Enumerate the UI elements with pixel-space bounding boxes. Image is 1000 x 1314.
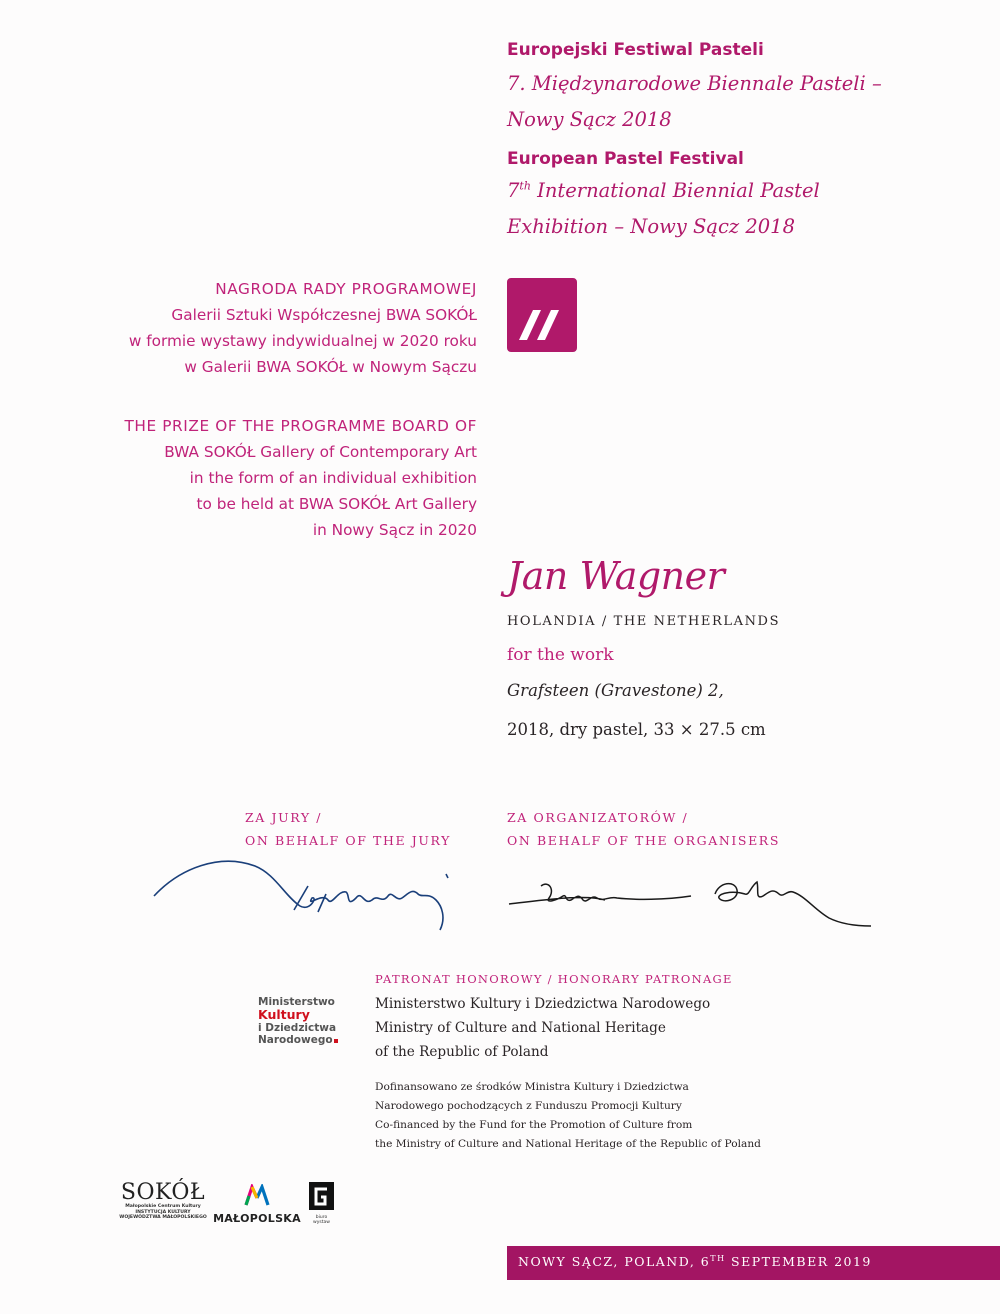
sokol-logo-name: SOKÓŁ <box>120 1180 206 1205</box>
festival-title-en: European Pastel Festival <box>507 149 744 169</box>
patronage-line: Ministerstwo Kultury i Dziedzictwa Narodowego <box>375 996 711 1012</box>
gallery-logo-caption: biuro wystaw <box>313 1215 330 1225</box>
double-slash-icon <box>507 278 577 352</box>
cofinancing-line: Narodowego pochodzących z Funduszu Promocji Kultury <box>375 1100 682 1112</box>
work-title: Grafsteen (Gravestone) 2, <box>507 681 724 700</box>
ministry-logo <box>258 996 338 1046</box>
jury-label-en: ON BEHALF OF THE JURY <box>245 833 451 848</box>
ministry-logo-line: Narodowego <box>258 1034 338 1046</box>
patronage-line: Ministry of Culture and National Heritage <box>375 1020 666 1036</box>
prize-description-en <box>7 413 477 543</box>
sokol-logo-subline: Małopolskie Centrum Kultury <box>125 1204 201 1209</box>
prize-en-line: THE PRIZE OF THE PROGRAMME BOARD OF <box>124 417 477 435</box>
ministry-logo-line: Kultury <box>258 1007 310 1022</box>
patronage-title: PATRONAT HONOROWY / HONORARY PATRONAGE <box>375 972 733 986</box>
for-work-label: for the work <box>507 645 614 665</box>
footer-date-place: NOWY SĄCZ, POLAND, 6TH SEPTEMBER 2019 <box>518 1254 872 1270</box>
patronage-lines <box>375 992 975 1064</box>
organisers-signature <box>505 860 875 940</box>
festival-title-pl: Europejski Festiwal Pasteli <box>507 40 764 60</box>
gallery-logo <box>309 1182 334 1225</box>
sokol-logo-subline: INSTYTUCJA KULTURY <box>135 1209 191 1215</box>
festival-subtitle-en-line1: 7th International Biennial Pastel <box>507 179 820 202</box>
patronage-line: of the Republic of Poland <box>375 1044 549 1060</box>
prize-en-line: in Nowy Sącz in 2020 <box>312 521 477 539</box>
cofinancing-line: Dofinansowano ze środków Ministra Kultury i Dziedzictwa <box>375 1081 689 1093</box>
malopolska-label: MAŁOPOLSKA <box>213 1212 301 1225</box>
laureate-name: Jan Wagner <box>507 554 725 598</box>
prize-pl-line: w formie wystawy indywidualnej w 2020 roku <box>128 332 477 350</box>
organisers-label-en: ON BEHALF OF THE ORGANISERS <box>507 833 780 848</box>
footer-bar <box>507 1246 1000 1280</box>
prize-en-line: in the form of an individual exhibition <box>189 469 477 487</box>
prize-en-line: BWA SOKÓŁ Gallery of Contemporary Art <box>164 443 477 461</box>
cofinancing-line: the Ministry of Culture and National Heritage of the Republic of Poland <box>375 1138 761 1150</box>
patronage-section <box>375 972 975 1154</box>
gallery-g-icon <box>309 1182 334 1210</box>
organisers-signature-label <box>507 806 780 852</box>
prize-en-line: to be held at BWA SOKÓŁ Art Gallery <box>196 495 477 513</box>
festival-logo <box>507 278 577 352</box>
prize-pl-line: Galerii Sztuki Współczesnej BWA SOKÓŁ <box>171 306 477 324</box>
ministry-logo-line: Ministerstwo <box>258 996 335 1008</box>
sokol-logo <box>118 1182 208 1221</box>
festival-subtitle-en-line2: Exhibition – Nowy Sącz 2018 <box>507 215 795 238</box>
malopolska-m-icon <box>244 1184 270 1206</box>
prize-pl-line: NAGRODA RADY PROGRAMOWEJ <box>215 280 477 298</box>
malopolska-logo <box>213 1184 301 1225</box>
laureate-section <box>507 552 977 739</box>
red-dot-icon <box>334 1039 338 1043</box>
festival-header <box>507 40 987 245</box>
prize-description-pl <box>7 276 477 380</box>
organisers-label-pl: ZA ORGANIZATORÓW / <box>507 810 689 825</box>
work-details: 2018, dry pastel, 33 × 27.5 cm <box>507 720 766 739</box>
cofinancing-note <box>375 1078 975 1154</box>
laureate-country: HOLANDIA / THE NETHERLANDS <box>507 614 781 629</box>
ministry-logo-line: i Dziedzictwa <box>258 1022 337 1034</box>
jury-label-pl: ZA JURY / <box>245 810 323 825</box>
sokol-logo-subline: WOJEWÓDZTWA MAŁOPOLSKIEGO <box>119 1215 207 1220</box>
jury-signature <box>150 848 470 938</box>
festival-subtitle-pl-line1: 7. Międzynarodowe Biennale Pasteli – <box>507 72 882 95</box>
festival-subtitle-pl-line2: Nowy Sącz 2018 <box>507 108 672 131</box>
cofinancing-line: Co-financed by the Fund for the Promotion of Culture from <box>375 1119 693 1131</box>
jury-signature-label <box>245 806 451 852</box>
prize-pl-line: w Galerii BWA SOKÓŁ w Nowym Sączu <box>184 358 477 376</box>
